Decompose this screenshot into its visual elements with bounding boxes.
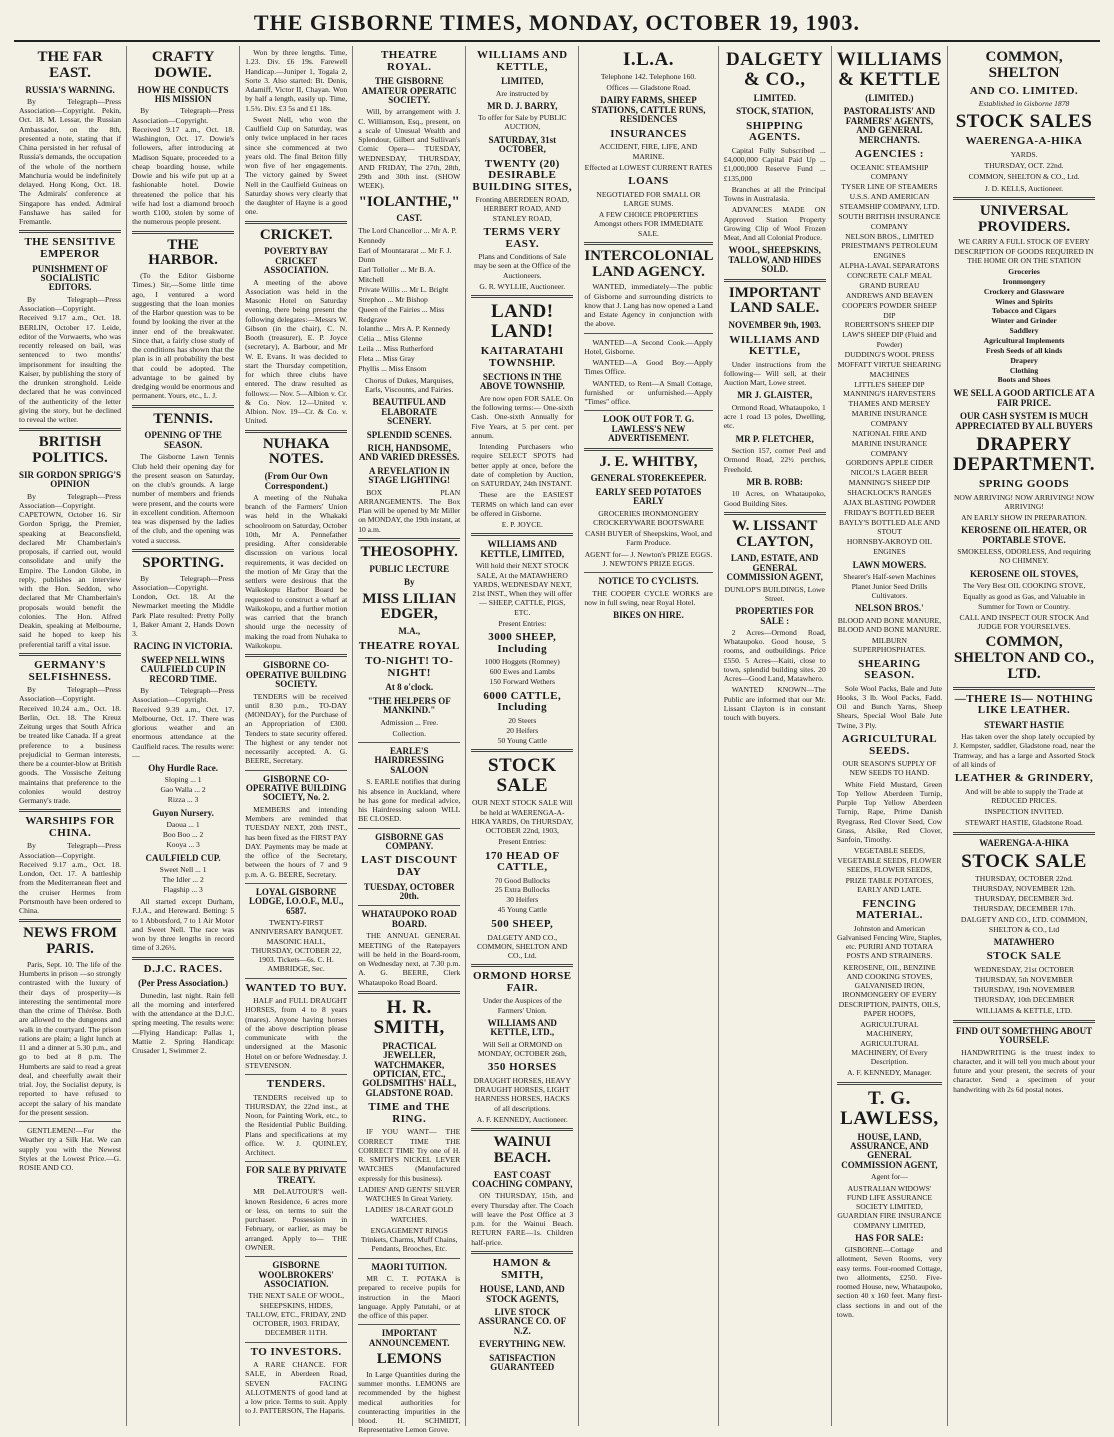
heading-sporting: SPORTING.: [142, 554, 224, 571]
heading-cricket: CRICKET.: [259, 226, 333, 243]
subheading-smith: PRACTICAL JEWELLER, WATCHMAKER, OPTICIAN, ETC., GOLDSMITHS' HALL, GLADSTONE ROAD.: [362, 1040, 457, 1098]
carry: WE CARRY A FULL STOCK OF EVERY DESCRIPTION OF GOODS REQUIRED IN THE HOME OR ON THE STATION: [954, 237, 1094, 265]
race-guineas: Guyon Nursery.: [152, 808, 214, 819]
fencing-text: Johnston and American Galvanised Fencing Wire, Staples, etc. PURIRI AND TOTARA POSTS AND STRAINERS.: [837, 923, 942, 961]
heading-british: BRITISH POLITICS.: [32, 434, 108, 467]
waerenga2: WAERENGA-A-HIKA: [979, 837, 1069, 848]
heading-wanted: WANTED TO BUY.: [245, 981, 347, 994]
ad-investors: A RARE CHANCE. FOR SALE, in Aberdeen Road, SEVEN FACING ALLOTMENTS of good land at a low price. Terms to suit. Apply to J. PATTERSON, The Haparis.: [245, 1360, 348, 1416]
ila-phone: Telephone 142. Telephone 160.: [600, 71, 697, 81]
heading-dalgety: DALGETY & CO.,: [725, 49, 824, 90]
cattle-list: 20 Steers 20 Heifers 50 Young Cattle: [497, 715, 547, 745]
sheep-list: 1000 Hoggets (Romney) 600 Ewes and Lambs 150 Forward Wethers: [484, 657, 560, 686]
robb: MR B. ROBB:: [746, 476, 803, 487]
chorus: Chorus of Dukes, Marquises, Earls, Viscounts, and Fairies.: [364, 375, 454, 394]
subheading-nuhaka: (From Our Own Correspondent.): [264, 471, 328, 491]
select-spots: Intending Purchasers who require SELECT SPOTS had better apply at once, before the date of completion by Auction, on SATURDAY, 24th INSTANT.: [471, 442, 574, 489]
kells: J. D. KELLS, Auctioneer.: [984, 183, 1064, 193]
heading-coop: GISBORNE CO-OPERATIVE BUILDING SOCIETY.: [245, 660, 347, 690]
heading-hamon: HAMON & SMITH,: [492, 1256, 552, 1281]
stock-sales: STOCK SALES: [955, 111, 1093, 133]
glaister: MR J. GLAISTER,: [737, 390, 813, 401]
lawless-notice: LOOK OUT FOR T. G. LAWLESS'S NEW ADVERTISEMENT.: [602, 414, 694, 444]
sale-text: GISBORNE—Cottage and allotment, Seven Rooms, very easy terms. Four-roomed Cottage, two allotments, £250. Five-roomed House, new, Whataupoko, section 40 x 160 feet. Many first-class sections in and out of the town.: [836, 1245, 943, 1319]
shipping-agents: SHIPPING AGENTS.: [746, 119, 804, 144]
auctioneer-wyllie: G. R. WYLLIE, Auctioneer.: [479, 281, 566, 291]
few-properties: A FEW CHOICE PROPERTIES Amongst others FOR IMMEDIATE SALE.: [593, 210, 704, 238]
heading-land-sale: IMPORTANT LAND SALE.: [728, 284, 821, 317]
latest: The Very Best OIL COOKING STOVE,: [962, 581, 1086, 591]
kerosene: KEROSENE, OIL, BENZINE AND COOKING STOVES, GALVANISED IRON, IRONMONGERY OF EVERY DESCRIPTION, PAINTS, OILS, PAPER HOOPS,: [838, 962, 941, 1018]
article-sweet-nell: Sweet Nell, who won the Caulfield Cup on Saturday, was only twice unplaced in her races since she commenced at two years old. The final Briton filly won five of her engagements. The victory gained by Sweet Nell in the Caulfield Guineas on Saturday shows very clearly that the daughter of Hayne is a good one.: [245, 114, 348, 217]
heading-wainui: WAINUI BEACH.: [493, 1134, 552, 1166]
inspection: INSPECTION INVITED.: [984, 807, 1064, 817]
shearing: SHEARING SEASON.: [858, 657, 921, 682]
stewart: STEWART HASTIE: [984, 719, 1064, 730]
heading-selfish: GERMANY'S SELFISHNESS.: [28, 658, 112, 683]
agent-list: AUSTRALIAN WIDOWS' FUND LIFE ASSURANCE SOCIETY LIMITED, GUARDIAN FIRE INSURANCE COMPANY LIMITED,: [837, 1183, 942, 1230]
article-far-east: By Telegraph—Press Association—Copyright. Pekin, Oct. 18. M. Lessar, the Russian Ambassador, on the 8th, presented a note, stating that if China persisted in her refusal of Russia's demands, the occupation of the whole of the northern Manchuria would be indefinitely delayed. Hong Kong, Oct. 18. The Admirals' conference at Singapore has ended. Admiral Fanshawe has sailed for Fremantle.: [19, 96, 122, 227]
notice-cyclists: NOTICE TO CYCLISTS.: [598, 576, 699, 587]
subheading-emperor: PUNISHMENT OF SOCIALISTIC EDITORS.: [32, 263, 108, 293]
find-out: FIND OUT SOMETHING ABOUT YOURSELF.: [955, 1025, 1093, 1046]
collection: Collection.: [392, 728, 426, 738]
wk-limited: LIMITED,: [501, 76, 544, 87]
kennedy-manager: A. F. KENNEDY, Manager.: [847, 1068, 932, 1078]
draught: DRAUGHT HORSES, HEAVY DRAUGHT HORSES, LIGHT HARNESS HORSES, HACKS of all descriptions.: [473, 1075, 571, 1113]
ad-tenders: TENDERS received up to THURSDAY, the 22nd inst., at Noon, for Painting Work, etc., to the Residential Public Building. Plans and specifications at my office. W. J. QUINLEY, Architect.: [245, 1092, 348, 1158]
cooper-cycle: THE COOPER CYCLE WORKS are now in full swing, near Royal Hotel.: [584, 588, 713, 607]
kennedy: A. F. KENNEDY, Auctioneer.: [476, 1114, 568, 1124]
entries-label: Present Entries:: [498, 618, 547, 628]
column-9: [948, 46, 1100, 1426]
discount-date: TUESDAY, OCTOBER 20th.: [363, 881, 455, 901]
smokeless: SMOKELESS, ODORLESS, And requiring NO CHIMNEY.: [957, 547, 1091, 566]
sell: WE SELL A GOOD ARTICLE AT A FAIR PRICE.: [953, 388, 1095, 408]
discount-day: LAST DISCOUNT DAY: [361, 854, 458, 878]
stock-sale-3: STOCK SALE: [986, 950, 1062, 963]
fletcher: MR P. FLETCHER,: [735, 433, 814, 444]
wk-land: WILLIAMS AND KETTLE,: [729, 333, 821, 358]
stewart2: STEWART HASTIE, Gladstone Road.: [965, 818, 1083, 828]
column-6: [579, 46, 718, 1426]
kerosene-stoves: KEROSENE OIL STOVES,: [969, 568, 1079, 579]
fencing: FENCING MATERIAL.: [855, 897, 923, 922]
agencies: AGENCIES :: [854, 148, 924, 161]
wool-sold: WOOL, SHEEPSKINS, TALLOW, AND HIDES SOLD.: [728, 245, 822, 275]
dairy-farms: DAIRY FARMS, SHEEP STATIONS, CATTLE RUNS, RESIDENCES: [591, 95, 706, 125]
easiest-terms: These are the EASIEST TERMS on which land can ever be offered in Gisborne.: [471, 490, 574, 518]
heading-cast: CAST.: [396, 213, 423, 224]
mr-barry: MR D. J. BARRY,: [487, 100, 558, 111]
article-won: Won by three lengths. Time, 1.23. Div. £6 19s. Farewell Handicap.—Juniper 1, Togala 2, Sorte 3. Also started: Bt. Denis, Adamiff, Victor II, Chayan. Won by half a length, easily up. Time, 1.5¾. Div. £3 5s and £1 18s.: [245, 48, 348, 113]
public-lecture: PUBLIC LECTURE: [369, 563, 450, 574]
column-8: [832, 46, 948, 1426]
lissant-sub: LAND, ESTATE, AND GENERAL COMMISSION AGENT,: [726, 553, 823, 583]
results-hurdle: Sloping ... 1 Gao Walla ... 2 Rizza ... 3: [160, 775, 206, 805]
lecturer-degree: M.A.,: [398, 626, 421, 637]
ad-coop2: MEMBERS and intending Members are reminded that TUESDAY NEXT, 20th INST., has been fixed as the FIRST PAY DAY. Payments may be made at the office of the Secretary, between the hours of 7 and 9 p.m. A. G. BEERE, Secretary.: [245, 804, 348, 879]
subheading-russia: RUSSIA'S WARNING.: [25, 84, 115, 95]
stock-station: STOCK, STATION,: [736, 106, 814, 117]
heading-lissant: W. LISSANT CLAYTON,: [732, 517, 818, 550]
article-tennis: The Gisborne Lawn Tennis Club held their opening day for the present season on Saturday, on the club's grounds. A large number of members and friends were present, and the courts were in excellent condition. Afternoon tea was dispensed by the ladies of the club, and the opening was voted a success.: [132, 452, 235, 545]
agri-text: White Field Mustard, Green Top Yellow Aberdeen Turnip, Purple Top Yellow Aberdeen Turnip, Rape, Prime Danish Ryegrass, Red Clover Seed, Cow Grass, Alsike, Red Clover, Sanfoin, Timothy.: [836, 779, 943, 845]
satisfaction: SATISFACTION GUARANTEED: [489, 1352, 556, 1373]
kerosene-heater: KEROSENE OIL HEATER, OR PORTABLE STOVE.: [961, 525, 1087, 545]
results-caulfield: Sweet Nell ... 1 The Idler ... 2 Flagship ... 3: [159, 865, 207, 895]
established: Established in Gisborne 1878: [978, 99, 1070, 109]
column-5: [466, 46, 579, 1426]
agent-eggs: AGENT for— J. Newton's PRIZE EGGS. J. NEWTON'S PRIZE EGGS.: [584, 549, 713, 568]
sections-text: Are now open FOR SALE. On the following terms:— One-sixth Cash. One-sixth Annually for Five Years, at 5 per cent. per annum.: [471, 393, 574, 440]
machinery: AGRICULTURAL MACHINERY, AGRICULTURAL MACHINERY, Of Every Description.: [851, 1020, 928, 1067]
article-harbor: (To the Editor Gisborne Times.) Sir,—Some little time ago, I ventured a word suggesting that the loan monies of the Harbor question was to be found by looking the river at the inner end of the breakwater. Since that, a fairly close study of the conditions has shown that the plan is in all probability the best that could be adopted. The advantage to be gained by dredging would be enormous and permanent. Yours, etc., L. J.: [132, 271, 235, 401]
heading-nuhaka: NUHAKA NOTES.: [262, 435, 330, 468]
heading-intercolonial: INTERCOLONIAL LAND AGENCY.: [584, 247, 714, 280]
ad-gentlemen: GENTLEMEN!—For the Weather try a Silk Hat. We can supply you with the Newest Styles at the Lowest Price.—G. ROSIE AND CO.: [19, 1126, 122, 1173]
tonight: TO-NIGHT! TO-NIGHT!: [365, 655, 454, 679]
auction: To offer for Sale by PUBLIC AUCTION,: [478, 113, 567, 132]
article-paris: Paris, Sept. 10. The life of the Humberts in prison —so strongly contrasted with the luxury of their days of prosperity—is interesting the sentimental more than the crime of Thérèse. Both are allowed to the dungeons and walk in the courtyard. The prison rations are plain; a light lunch at 11 and a dinner at 5.30 p.m., and go to bed at 8 p.m. The Humberts are said to read a great deal, and cheerfully await their trial. Joy, the Socialist deputy, is reported to have refused to accept the salary of his mandate for the present session.: [19, 959, 122, 1117]
nothing-like-leather: —THERE IS— NOTHING LIKE LEATHER.: [954, 692, 1094, 717]
ormond-sub: Under the Auspices of the Farmers' Union.: [482, 996, 562, 1015]
column-1: [14, 46, 127, 1426]
heading-investors: TO INVESTORS.: [250, 1345, 342, 1358]
common-and-co: AND CO. LIMITED.: [969, 84, 1079, 97]
time: At 8 o'clock.: [385, 682, 434, 693]
plans: Plans and Conditions of Sale may be seen at the Office of the Auctioneers.: [473, 252, 571, 280]
wk-ltd: (LIMITED.): [865, 92, 914, 103]
fronting: Fronting ABERDEEN ROAD, HERBERT ROAD, AND STANLEY ROAD,: [475, 195, 569, 223]
cast-list: The Lord Chancellor ... Mr A. P. Kennedy Earl of Mountararat ... Mr F. J. Dunn Earl Tolloller ... Mr B. A. Mitchell Private Willis ... Mr L. Bright Strephon ... Mr Bishop Queen of the Fairies ... Miss Redgrave Iolanthe ... Mrs A. P. Kennedy Celia ... Miss Glenne Leila ... Miss Rutherford Fleta ... Miss Gray Phyllis ... Miss Ensom: [358, 225, 457, 373]
sheep-count: 3000 SHEEP, Including: [488, 631, 557, 655]
subheading-tennis: OPENING OF THE SEASON.: [144, 430, 222, 450]
properties-text: 2 Acres—Ormond Road, Whataupoko. Good house, 5 rooms, and outbuildings. Price £550. 5 Acres—Kaiti, close to town, splendid building sites. 20 Acres—Good Land, Matawhero.: [723, 627, 826, 684]
heading-lemons: LEMONS: [376, 1351, 442, 1368]
article-cricket: A meeting of the above Association was held in the Masonic Hotel on Saturday evening, there being present the following delegates:—Messrs W. Gibson (in the chair), C. N. Booth (treasurer), E. P. Joyce (secretary), A. Barbour, and Mr W. E. Evans. It was decided to start the Thursday competition, for which three clubs have entered. The draw resulted as follows:— Nov. 5—Albion v. Cr. & Co. Nov. 12—United v. Albion. Nov. 19—Cr. & Co. v. United.: [245, 277, 348, 426]
waerenga: WAERENGA-A-HIKA: [965, 135, 1083, 148]
dalgety-common-2: DALGETY AND CO., LTD. COMMON, SHELTON & CO., Ltd: [960, 915, 1088, 934]
wanted-cottage: WANTED, to Rent—A Small Cottage, furnished or unfurnished.—Apply "Times" office.: [584, 378, 713, 407]
article-british: By Telegraph—Press Association—Copyright. CAPETOWN, October 16. Sir Gordon Sprigg, the Premier, speaking at Beaconsfield, declared Mr Chamberlain's proposals, if carried out, would consolidate and unify the Empire. The London Globe, in reply, publishes an interview with the Hon. Seddon, who declared that Mr Chamberlain's proposals would benefit the colonies. The Hon. Alfred Deakin, speaking at Melbourne, said he hoped to keep his preferential tariff a vital issue.: [19, 491, 122, 649]
article-sporting: By Telegraph—Press Association—Copyright. London, Oct. 18. At the Newmarket meeting the Middle Park Plate resulted: Pretty Polly 1, Baker Amant 2, Hands Down 3.: [132, 573, 235, 638]
subheading-sweep: SWEEP NELL WINS CAULFIELD CUP IN RECORD TIME.: [140, 654, 226, 684]
revelation: A REVELATION IN STAGE LIGHTING!: [368, 465, 451, 486]
ad-theatre: Will, by arrangement with J. C. Williamson, Esq., present, on a scale of Unusual Wealth and Splendour, Gilbert and Sullivan's Comic Opera— TUESDAY, WEDNESDAY, THURSDAY, AND FRIDAY, The 27th, 28th, 29th and 30th inst. (SHOW WEEK).: [358, 107, 461, 191]
branches: Branches at all the Principal Towns in Australasia.: [723, 184, 826, 204]
stewart-text: Has taken over the shop lately occupied by J. Kempster, saddler, Gladstone road, near the Tramway, and has a large and Assorted Stock of all kinds of: [953, 732, 1095, 769]
sections: SECTIONS IN THE ABOVE TOWNSHIP.: [479, 372, 565, 392]
head-cattle: 170 HEAD OF CATTLE,: [485, 849, 560, 874]
lawn-text: Shearer's Half-sewn Machines Planet Junior Seed Drills Cultivators.: [843, 572, 936, 600]
race-caulfield: CAULFIELD CUP.: [145, 853, 221, 864]
land-land: LAND! LAND!: [490, 301, 554, 343]
call: CALL AND INSPECT OUR STOCK And JUDGE FOR YOURSELVES.: [959, 612, 1089, 632]
heading-warships: WARSHIPS FOR CHINA.: [25, 815, 115, 839]
subheading-dowie: HOW HE CONDUCTS HIS MISSION: [137, 84, 229, 104]
live-stock: LIVE STOCK ASSURANCE CO. OF N.Z.: [478, 1306, 567, 1336]
loans: LOANS: [628, 175, 669, 188]
early-seed: EARLY SEED POTATOES EARLY: [595, 486, 702, 507]
stock-sale-2: STOCK SALE: [961, 851, 1087, 873]
capital: Capital Fully Subscribed ... £4,000,000 Capital Paid Up ... £1,000,000 Reserve Fund ... £135,000: [723, 145, 826, 183]
article-djc: Dunedin, last night. Rain fell all the morning and interfered with the attendance at the D.J.C. spring meeting. The results were:—Flying Handicap: Pallas 1, Mattie 2. Spring Handicap: Crusader 1, Swimmer 2.: [132, 990, 235, 1056]
dalgety-limited: LIMITED.: [753, 92, 796, 103]
dunlop: DUNLOP'S BUILDINGS, Lowe Street.: [724, 584, 825, 603]
arriving: NOW ARRIVING! NOW ARRIVING! NOW ARRIVING!: [953, 492, 1095, 511]
scenery: BEAUTIFUL AND ELABORATE SCENERY.: [372, 397, 446, 427]
cash-buyer: CASH BUYER of Sheepskins, Wool, and Farm Produce.: [585, 529, 712, 548]
heading-tennis: TENNIS.: [153, 410, 213, 427]
robb-text: 10 Acres, on Whataupoko, Good Building Sites.: [723, 489, 826, 508]
effected: Effected at LOWEST CURRENT RATES: [584, 162, 713, 172]
heading-gas: GISBORNE GAS COMPANY.: [375, 831, 444, 851]
spring-goods: SPRING GOODS: [979, 477, 1070, 490]
wk-ltd-2: WILLIAMS & KETTLE, LTD.: [975, 1006, 1073, 1016]
kaitaratahi: KAITARATAHI TOWNSHIP.: [480, 344, 564, 369]
vegetable: VEGETABLE SEEDS, VEGETABLE SEEDS, FLOWER SEEDS, FLOWER SEEDS,: [837, 846, 942, 874]
lecturer-name: MISS LILIAN EDGER,: [362, 590, 457, 623]
ladies-watches: LADIES' AND GENTS' SILVER WATCHES In Great Variety.: [358, 1184, 461, 1204]
ad-earle: S. EARLE notifies that during his absence in Auckland, where he has gone for medical advice, his Hairdressing saloon WILL BE CLOSED.: [358, 777, 461, 824]
leather: LEATHER & GRINDERY,: [954, 772, 1094, 785]
groceries: GROCERIES IRONMONGERY CROCKERYWARE BOOTSWARE: [593, 508, 704, 527]
cash-system: OUR CASH SYSTEM IS MUCH APPRECIATED BY ALL BUYERS: [955, 411, 1093, 431]
whitby-sub: GENERAL STOREKEEPER.: [590, 473, 707, 484]
hamon-sub: HOUSE, LAND, AND STOCK AGENTS,: [479, 1284, 565, 1304]
insurances: INSURANCES: [610, 127, 687, 140]
coaching-text: ON THURSDAY, 15th, and every Thursday after. The Coach will leave the Post Office at 3 p.m. for the Wainui Beach. RETURN FARE—1s. Children half-price.: [471, 1191, 574, 1247]
ad-smith: IF YOU WANT— THE CORRECT TIME THE CORRECT TIME Try one of H. R. SMITH'S NICKEL LEVER WATCHES (Manufactured expressly for this business).: [358, 1127, 461, 1183]
dresses: RICH, HANDSOME, AND VARIED DRESSES.: [358, 442, 460, 463]
heading-tenders: TENDERS.: [266, 1078, 326, 1091]
article-dowie: By Telegraph—Press Association—Copyright. Received 9.17 a.m., Oct. 18. Washington, Oct. 17. Dowie's followers, after introducing at Madison Square, proceeded to a cheap boarding house, while Dowie and his wife put up at a fashionable hotel. Dowie threatened the police that his wife had lost a diamond brooch worth £100, stolen by some of the numerous people present.: [132, 106, 235, 227]
yards: YARDS.: [1010, 149, 1038, 159]
lawn-mowers: LAWN MOWERS.: [852, 559, 927, 570]
has-sale: HAS FOR SALE:: [855, 1232, 924, 1243]
heading-loyal: LOYAL GISBORNE LODGE, I.O.O.F., M.U., 6587.: [248, 886, 344, 916]
agencies-list: OCEANIC STEAMSHIP COMPANY TYSER LINE OF STEAMERS U.S.S. AND AMERICAN STEAMSHIP COMPANY, LTD. SOUTH BRITISH INSURANCE COMPANY NELSON BROS., LIMITED PRIESTMAN'S PETROLEUM ENGINES ALPHA-LAVAL SEPARATORS CONCRETE CALF MEAL GRAND BUREAU ANDREWS AND BEAVEN COOPER'S POWDER SHEEP DIP ROBERTSON'S SHEEP DIP LAW'S SHEEP DIP (Fluid and Powder) DUDDING'S WOOL PRESS MOFFATT VIRTUE SHEARING MACHINES LITTLE'S SHEEP DIP MANNING'S HARVESTERS THAMES AND MERSEY MARINE INSURANCE COMPANY NATIONAL FIRE AND MARINE INSURANCE COMPANY GORDON'S APPLE CIDER NICOL'S LAGER BEER MANNING'S SHEEP DIP SHACKLOCK'S RANGES AJAX BLASTING POWDER FRIDAY'S BOTTLED BEER BAYLY'S BOTTLED ALE AND STOUT HORNSBY-AKROYD OIL ENGINES: [837, 162, 942, 557]
heading-wk-stock: WILLIAMS AND KETTLE, LIMITED,: [480, 539, 565, 559]
heading-djc: D.J.C. RACES.: [143, 962, 223, 975]
ad-private: MR DeLAUTOUR'S well-known Residence, 6 acres more or less, on terms to suit the purchaser. Possession in February, or earlier, as may be arranged. Apply to— THE OWNER.: [245, 1187, 348, 1252]
heading-dowie: CRAFTY DOWIE.: [151, 49, 215, 81]
sale-date: SATURDAY, 31st OCTOBER,: [488, 134, 557, 155]
race-hurdle: Ohy Hurdle Race.: [148, 763, 218, 773]
heading-wk2: WILLIAMS AND KETTLE, LTD.,: [487, 1017, 557, 1038]
column-4: [353, 46, 466, 1435]
by: By: [403, 577, 415, 588]
instructions: Under instructions from the following— Will sell, at their Auction Mart, Lowe street.: [723, 359, 826, 388]
shearing-text: Sole Wool Packs, Bale and Jute Hooks, 3 lb. Wool Packs, Fadd. Oil and Bunch Yarns, Sheep Shears, Special Wool Bale Jute Twine, 3 Ply.: [836, 683, 943, 730]
heading-common: COMMON, SHELTON: [985, 49, 1063, 81]
joyce: E. P. JOYCE.: [501, 520, 543, 530]
heading-stock-sale: STOCK SALE: [487, 755, 557, 797]
goods-list: Groceries Ironmongery Crockery and Glassware Wines and Spirits Tobacco and Cigars Winter and Grinder Saddlery Agricultural Implements Fresh Seeds of all kinds Drapery Clothing Boots and Shoes: [983, 267, 1065, 385]
masthead: THE GISBORNE TIMES, MONDAY, OCTOBER 19, 1903.: [14, 10, 1100, 42]
sheep-500: 500 SHEEP,: [491, 918, 554, 931]
terms: TERMS VERY EASY.: [483, 225, 561, 250]
universal: UNIVERSAL PROVIDERS.: [977, 202, 1071, 235]
instructed: Are instructed by: [495, 88, 549, 98]
box-plan: BOX PLAN ARRANGEMENTS. The Box Plan will be opened by Mr Miller on MONDAY, the 19th instant, at 10 a.m.: [358, 487, 461, 534]
ad-wanted: HALF and FULL DRAUGHT HORSES, from 4 to 8 years (mares). Anyone having horses of the above description please communicate with the undersigned at the Masonic Hotel on or before Wednesday. J. STEVENSON.: [245, 996, 348, 1070]
results-guineas: Daoua ... 1 Boo Boo ... 2 Kooya ... 3: [162, 820, 204, 850]
common-ltd: COMMON, SHELTON & CO., Ltd.: [968, 172, 1080, 182]
time-and-ring: TIME and THE RING.: [368, 1101, 451, 1125]
agent-for: Agent for—: [870, 1172, 908, 1182]
article-nuhaka: A meeting of the Nuhaka branch of the Farmers' Union was held in the Whakaki schoolroom on Saturday, October 10th, Mr A. Pennefather presiding. After considerable discussion on various local requirements, it was decided on the motion of Mr Gray that the settlers were desirous that the Waikokopu Harbor Board be requested to construct a wharf at Waikokopu, and a further motion was carried that the branch should urge the necessity of making the road from Nuhaka to Waikokopu.: [245, 492, 348, 650]
wk-stock-text: Will hold their NEXT STOCK SALE, At the MATAWHERO YARDS, WEDNESDAY NEXT, 21st INST., When they will offer— SHEEP, CATTLE, PIGS, ETC.: [472, 561, 573, 617]
heading-whitby: J. E. WHITBY,: [599, 453, 698, 470]
fletcher-text: Section 157, corner Peel and Ormond Road, 22½ perches, Freehold.: [723, 446, 826, 474]
article-selfish: By Telegraph—Press Association—Copyright. Received 10.24 a.m., Oct. 18. Berlin, Oct. 18. The Kreuz Zeitung urges that South Africa be treated like Canada. If a great preference to a business prejudicial to German interests, there be a counter-blow at British goods. The Vossische Zeitung maintains that preference to the colonies would destroy Germany's trade.: [19, 685, 122, 806]
ad-whataupoko: THE ANNUAL GENERAL MEETING of the Ratepayers will be held in the Board-room, on Wednesday next, at 7.30 p.m. A. G. BEERE, Clerk Whataupoko Road Board.: [358, 931, 461, 987]
drapery: DRAPERY DEPARTMENT.: [953, 434, 1095, 476]
prize: PRIZE TABLE POTATOES, EARLY AND LATE.: [845, 876, 934, 895]
subheading-cricket: POVERTY BAY CRICKET ASSOCIATION.: [263, 246, 329, 276]
gold-watches: LADIES' 18-CARAT GOLD WATCHES.: [365, 1205, 454, 1224]
agri-sub: OUR SEASON'S SUPPLY OF NEW SEEDS TO HAND.: [842, 759, 937, 778]
subheading-djc: (Per Press Association.): [138, 978, 229, 989]
heading-ila: I.L.A.: [622, 49, 675, 70]
early-show: AN EARLY SHOW IN PREPARATION.: [961, 513, 1087, 523]
subheading-british: SIR GORDON SPRIGG'S OPINION: [19, 469, 122, 490]
int-text: WANTED, immediately—The public of Gisborne and surrounding districts to know that J. Lang has now opened a Land and Estate Agency in conjunction with the above.: [584, 282, 713, 329]
glaister-text: Ormond Road, Whataupoko, 1 acre 1 road 13 poles, Dwelling, etc.: [723, 402, 826, 431]
heading-whataupoko: WHATAUPOKO ROAD BOARD.: [361, 909, 457, 929]
bikes-hire: BIKES ON HIRE.: [613, 610, 684, 621]
common2: COMMON, SHELTON AND CO., LTD.: [954, 634, 1095, 682]
heading-paris: NEWS FROM PARIS.: [23, 925, 117, 958]
ad-loyal: TWENTY-FIRST ANNIVERSARY BANQUET. MASONIC HALL, THURSDAY, OCTOBER 22, 1903. Tickets—6s. C. H. AMBRIDGE, Sec.: [249, 918, 343, 974]
heading-private: FOR SALE BY PRIVATE TREATY.: [246, 1165, 347, 1185]
article-warships: By Telegraph—Press Association—Copyright. Received 9.17 a.m., Oct. 18. London, Oct. 17. A battleship from the Mediterranean fleet and the cruiser Hermes from Portsmouth have been ordered to China.: [19, 841, 122, 916]
wanted-boy: WANTED—A Good Boy.—Apply Times Office.: [584, 358, 713, 377]
heading-lawless: T. G. LAWLESS,: [840, 1087, 939, 1129]
ad-lemons: In Large Quantities during the summer months. LEMONS are recommended by the highest medical authorities for counteracting impurities in the blood. H. SCHMIDT, Representative Lemon Grove.: [358, 1369, 461, 1435]
stock-sale-text: OUR NEXT STOCK SALE Will be held at WAERENGA-A-HIKA YARDS, On THURSDAY, OCTOBER 22nd, 1903,: [471, 798, 574, 836]
insurances-text: ACCIDENT, FIRE, LIFE, AND MARINE.: [599, 142, 698, 161]
properties: PROPERTIES FOR SALE :: [735, 606, 814, 626]
everything-new: EVERYTHING NEW.: [479, 1339, 566, 1350]
milburn: MILBURN SUPERPHOSPHATES.: [853, 636, 926, 655]
ad-maori: MR C. T. POTAKA is prepared to receive pupils for instruction in the Maori language. Apply Patutahi, or at the office of this paper.: [358, 1274, 461, 1321]
lawless-sub: HOUSE, LAND, ASSURANCE, AND GENERAL COMMISSION AGENT,: [841, 1131, 938, 1170]
dalgety-common: DALGETY AND CO., COMMON, SHELTON AND CO., Ltd.: [477, 932, 568, 961]
wanted-known: WANTED KNOWN—The Public are informed that our Mr. Lissant Clayton is in constant touch with buyers.: [723, 685, 826, 723]
rings: ENGAGEMENT RINGS Trinkets, Charms, Muff Chains, Pendants, Brooches, Etc.: [360, 1225, 458, 1254]
columns: [14, 46, 1100, 1435]
article-emperor: By Telegraph—Press Association—Copyright. Received 9.17 a.m., Oct. 18. BERLIN, October 17. Leide, editor of the Vorwaerts, who was recently released on bail, was sentenced to two months' imprisonment for insulting the Kaiser, by publishing the story of the drunken stronghold. Leide declared that he was convinced of the authenticity of the letter giving the story, but he declined to reveal the writer.: [19, 294, 122, 425]
heading-earle: EARLE'S HAIRDRESSING SALOON: [374, 746, 444, 775]
heading-theosophy: THEOSOPHY.: [360, 543, 458, 560]
find-text: HANDWRITING is the truest index to character, and it will tell you much about your future and your present, the secrets of your character. Send a specimen of your handwriting with 2s 6d postal notes.: [953, 1047, 1095, 1094]
heading-smith: H. R. SMITH,: [373, 996, 445, 1038]
pastoralists: PASTORALISTS' AND FARMERS' AGENTS, AND GENERAL MERCHANTS.: [843, 106, 936, 145]
heading-harbor: THE HARBOR.: [148, 236, 218, 269]
subheading-theatre: THE GISBORNE AMATEUR OPERATIC SOCIETY.: [361, 76, 457, 105]
ila-offices: Offices — Gladstone Road.: [606, 83, 691, 93]
heading-maori: MAORI TUITION.: [371, 1261, 447, 1272]
heading-important: IMPORTANT ANNOUNCEMENT.: [368, 1328, 450, 1348]
sale-dates: THURSDAY, OCTOBER 22nd. THURSDAY, NOVEMBER 12th. THURSDAY, DECEMBER 3rd. THURSDAY, DECEMBER 17th.: [972, 874, 1076, 913]
heading-ormond: ORMOND HORSE FAIR.: [472, 970, 572, 994]
sale-dates-2: WEDNESDAY, 21st OCTOBER THURSDAY, 5th NOVEMBER THURSDAY, 19th NOVEMBER THURSDAY, 10th DECEMBER: [973, 964, 1075, 1004]
building-sites: TWENTY (20) DESIRABLE BUILDING SITES,: [472, 157, 573, 193]
agricultural: AGRICULTURAL SEEDS.: [841, 732, 938, 757]
nelson: NELSON BROS.': [855, 603, 924, 614]
heading-wk: WILLIAMS & KETTLE: [836, 49, 943, 90]
heading-wk-sale: WILLIAMS AND KETTLE,: [476, 49, 568, 73]
wanted-cook: WANTED—A Second Cook.—Apply Hotel, Gisborne.: [584, 337, 713, 356]
manures: BLOOD AND BONE MANURE, BLOOD AND BONE MANURE.: [837, 615, 942, 634]
matawhero: MATAWHERO: [993, 936, 1055, 947]
wk2-text: Will Sell at ORMOND on MONDAY, OCTOBER 26th,: [477, 1039, 567, 1059]
splendid: SPLENDID SCENES.: [366, 429, 452, 440]
heading-emperor: THE SENSITIVE EMPEROR: [24, 236, 116, 260]
venue: THEATRE ROYAL: [358, 639, 460, 652]
heading-far-east: THE FAR EAST.: [37, 49, 103, 81]
admission: Admission ... Free.: [380, 717, 439, 727]
equally: Equally as good as Gas, and Valuable in Summer for Town or Country.: [963, 592, 1085, 611]
cattle-count: 6000 CATTLE, Including: [483, 689, 562, 714]
heading-coop2: GISBORNE CO-OPERATIVE BUILDING SOCIETY, No. 2.: [245, 773, 347, 803]
article-caulfield: All started except Durham, F.J.A., and Hereward. Betting: 5 to 1 Abbotsford, 7 to 1 Air Motor and Sweet Nell. The race was won by three lengths in record time of 3.26½.: [132, 897, 235, 953]
column-2: [127, 46, 240, 1426]
column-3: [240, 46, 353, 1426]
leather-text: And will be able to supply the Trade at REDUCED PRICES.: [964, 786, 1084, 805]
coaching: EAST COAST COACHING COMPANY,: [472, 1169, 573, 1190]
advances: ADVANCES MADE ON Approved Station Property Growing Clip of Wool Frozen Meat, And all Colonial Produce.: [723, 205, 826, 243]
sale-thursday: THURSDAY, OCT. 22nd.: [984, 161, 1064, 171]
land-sale-date: NOVEMBER 9th, 1903.: [728, 320, 821, 331]
iolanthe-title: "IOLANTHE,": [358, 193, 460, 210]
ad-coop: TENDERS will be received until 8.30 p.m., TO-DAY (MONDAY), for the Purchase of an Appropriation of £300. Tenders to state security offered. The highest or any tender not necessarily accepted. A. G. BEERE, Secretary.: [245, 691, 348, 766]
horses: 350 HORSES: [487, 1061, 557, 1074]
column-7: [719, 46, 832, 1426]
loans-text: NEGOTIATED FOR SMALL OR LARGE SUMS.: [596, 189, 701, 208]
article-sweep: By Telegraph—Press Association—Copyright. Received 9.39 a.m., Oct. 17. Melbourne, Oct. 17. There was glorious weather and an enormous attendance at the Caulfield races. The results were:—: [132, 686, 235, 760]
ad-wool: THE NEXT SALE OF WOOL, SHEEPSKINS, HIDES, TALLOW, ETC., FRIDAY, 2ND OCTOBER, 1903. FRIDAY, DECEMBER 11TH.: [246, 1291, 347, 1338]
present-entries: Present Entries:: [498, 837, 547, 847]
head-list: 70 Good Bullocks 25 Extra Bullocks 30 Heifers 45 Young Cattle: [494, 875, 550, 915]
heading-wool: GISBORNE WOOLBROKERS' ASSOCIATION.: [258, 1260, 334, 1289]
subheading-racing: RACING IN VICTORIA.: [133, 641, 233, 652]
lecture-title: "THE HELPERS OF MANKIND.": [367, 695, 451, 716]
heading-theatre: THEATRE ROYAL.: [380, 49, 438, 73]
